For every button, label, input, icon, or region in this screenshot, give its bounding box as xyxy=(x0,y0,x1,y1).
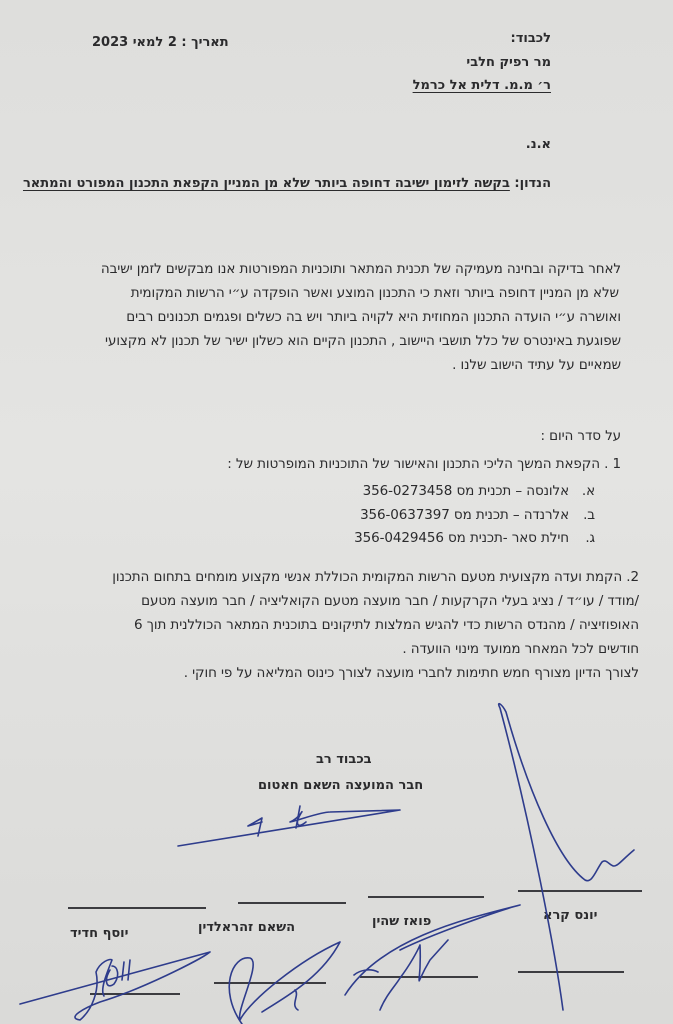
body-line: לאחר בדיקה ובחינה מעמיקה של תכנית המתאר ותוכניות המפורטות אנו מבקשים לזמן ישיבה xyxy=(100,261,621,277)
body-line: ואושרה ע״י הועדה התכנון המחוזית היא לקויה ביותר ויש בה כשלים ופגמים תכנונים רבים xyxy=(126,309,621,325)
item2-line: 2. הקמת ועדה מקצועית מטעם הרשות המקומית הכוללת אנשי מקצוע מומחים בתחום התכנון xyxy=(112,569,639,585)
subject-text: בקשה לזימון ישיבה דחופה ביותר שלא מן המניין הקפאת התכנון המפורט והמתאר xyxy=(22,176,510,191)
agenda-title: על סדר היום : xyxy=(540,428,621,444)
signatory-name: יוסף חדיד xyxy=(70,926,129,941)
signatory-name: השאם זהראלדין xyxy=(198,920,296,935)
body-line: שלא מן המניין דחופה ביותר וזאת כי התכנון המוצע ואשר הופקדה ע״י הרשות המקומית xyxy=(130,285,619,301)
recipient-title: ר׳ מ.מ. דלית אל כרמל xyxy=(412,78,551,93)
signatory-name: יונס קרא xyxy=(543,908,598,923)
agenda-sub-item: ב.אלרנדה – תכנית מס 356-0637397 xyxy=(360,506,595,523)
body-line: שמאיים על עתיד הישוב שלנו . xyxy=(452,357,621,373)
item2-line: חודשים לכל המאחר ממועד מינוי הוועדה . xyxy=(402,641,639,657)
greeting: א.נ. xyxy=(525,137,551,152)
item2-line: /מודד / עו״ד / נציג בעלי הקרקעות / חבר מועצה מטעם הקואליציה / חבר מועצה מטעם xyxy=(141,593,639,609)
date-label: תאריך : 2 למאי 2023 xyxy=(92,35,229,50)
agenda-sub-item: ג.חילת סאר -תכנית מס 356-0429456 xyxy=(354,530,595,546)
agenda-item-1: 1 . הקפאת המשך הליכי התכנון והאישור של התוכניות המופרטות של : xyxy=(227,456,621,472)
agenda-note: לצורך הדיון מצורף חמש חתימות לחברי מועצה לצורך כינוס המליאה על פי חוקי . xyxy=(183,665,639,681)
body-line: שפוגעת באינטרס של כלל תושבי היישוב , התכנון הקיים הוא כשלון ישיר של תכנון לא מקצועי xyxy=(105,333,621,349)
subject-label: הנדון: xyxy=(514,176,551,191)
recipient-name: מר רפיק חלבי xyxy=(466,55,551,70)
to-label: לכבוד: xyxy=(510,31,551,46)
closing-signer: חבר המועצה השאם חאטום xyxy=(258,778,424,793)
item2-line: האופוזיציה / מהנדס הרשות כדי להגיש המלצות לתיקונים בתוכנית המתאר הכוללנית תוך 6 xyxy=(134,617,639,633)
closing-regards: בכבוד רב xyxy=(316,752,372,767)
agenda-sub-item: א.אלונסה – תכנית מס 356-0273458 xyxy=(362,483,595,499)
signatory-name: פואז שהין xyxy=(372,914,432,929)
